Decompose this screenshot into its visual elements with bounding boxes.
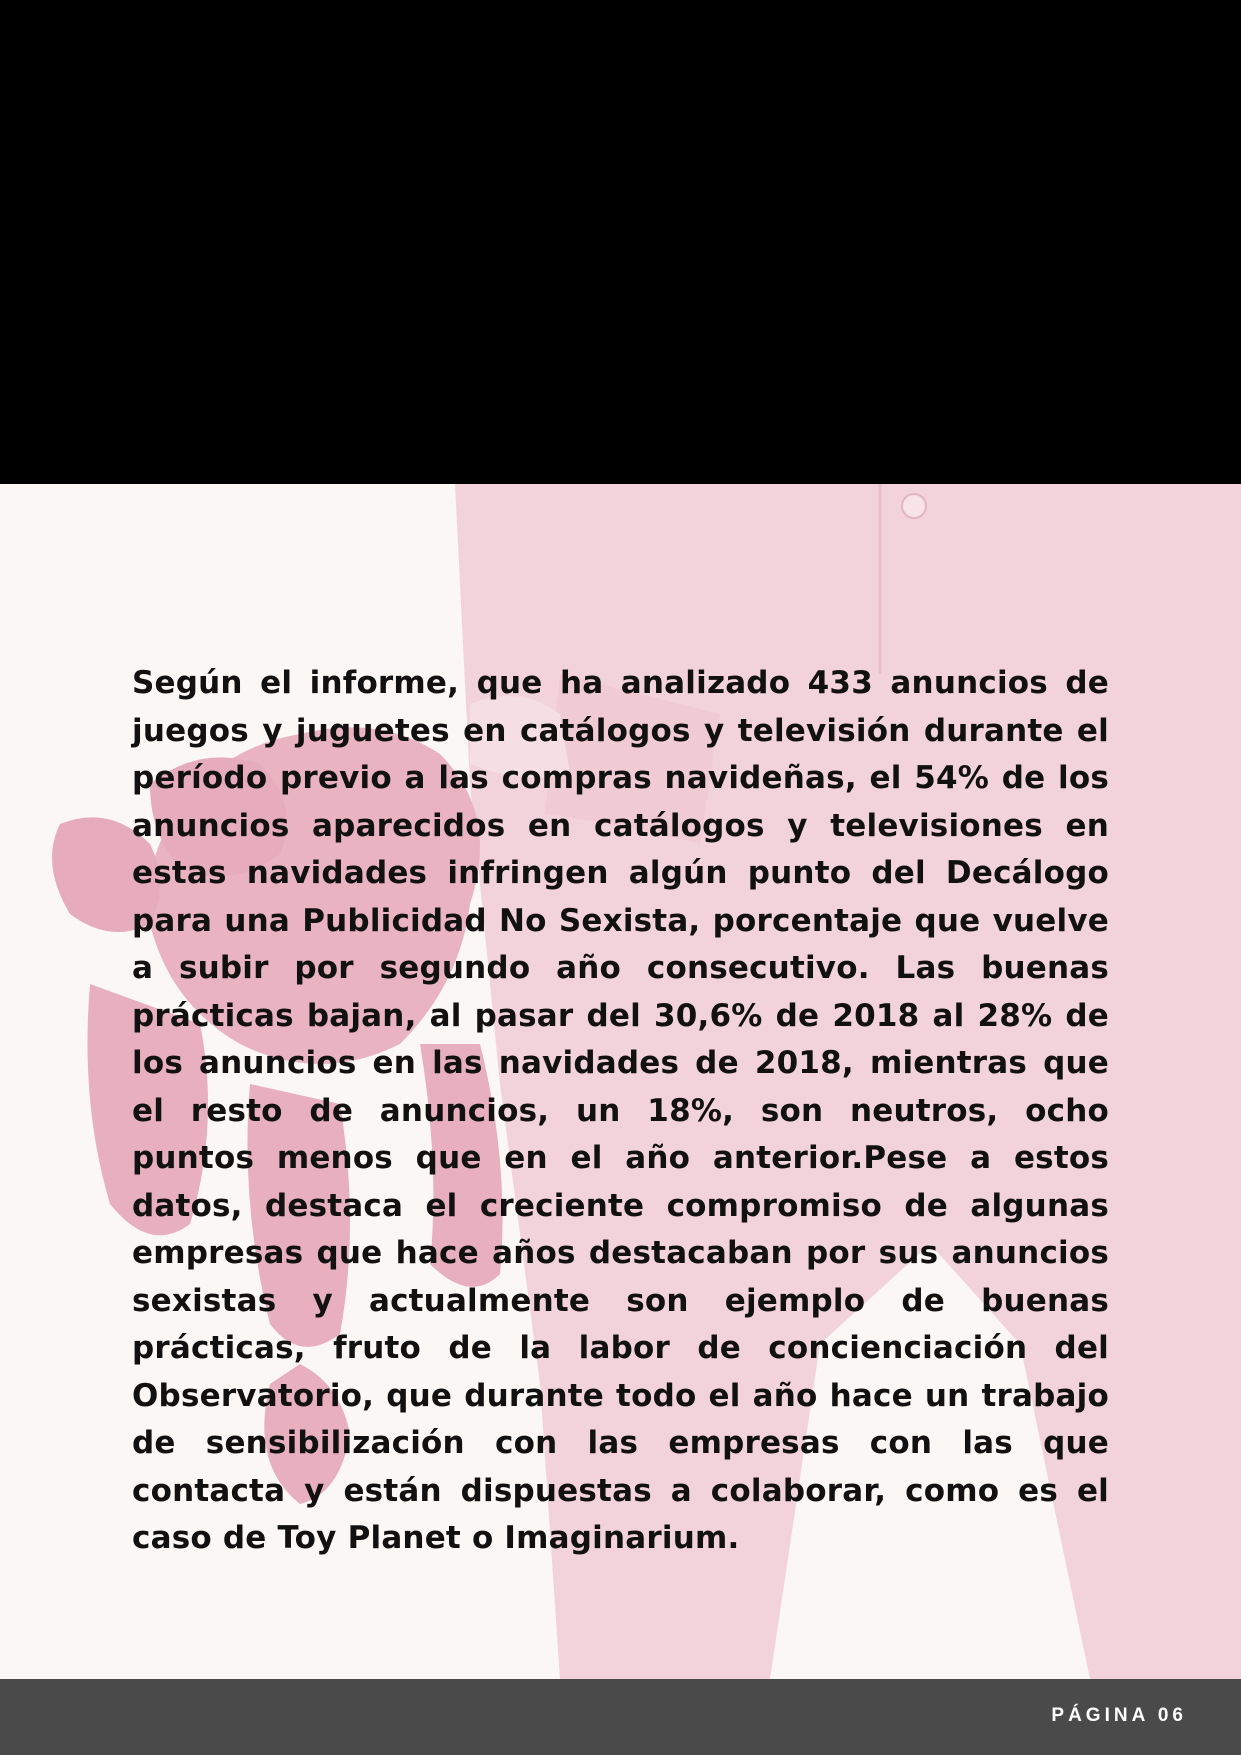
page-number: PÁGINA 06 — [1051, 1705, 1187, 1726]
footer-bar — [0, 1679, 1241, 1755]
body-paragraph: Según el informe, que ha analizado 433 anuncios de juegos y juguetes en catálogos y televisión durante el período previo a las compras navideñas, el 54% de los anuncios aparecidos en catálogos y televisiones en estas navidades infringen algún punto del Decálogo para una Publicidad No Sexista, porcentaje que vuelve a subir por segundo año consecutivo. Las buenas prácticas bajan, al pasar del 30,6% de 2018 al 28% de los anuncios en las navidades de 2018, mientras que el resto de anuncios, un 18%, son neutros, ocho puntos menos que en el año anterior.Pese a estos datos, destaca el creciente compromiso de algunas empresas que hace años destacaban por sus anuncios sexistas y actualmente son ejemplo de buenas prácticas, fruto de la labor de concienciación del Observatorio, que durante todo el año hace un trabajo de sensibilización con las empresas con las que contacta y están dispuestas a colaborar, como es el caso de Toy Planet o Imaginarium. — [132, 665, 1109, 1556]
black-header-band — [0, 0, 1241, 484]
